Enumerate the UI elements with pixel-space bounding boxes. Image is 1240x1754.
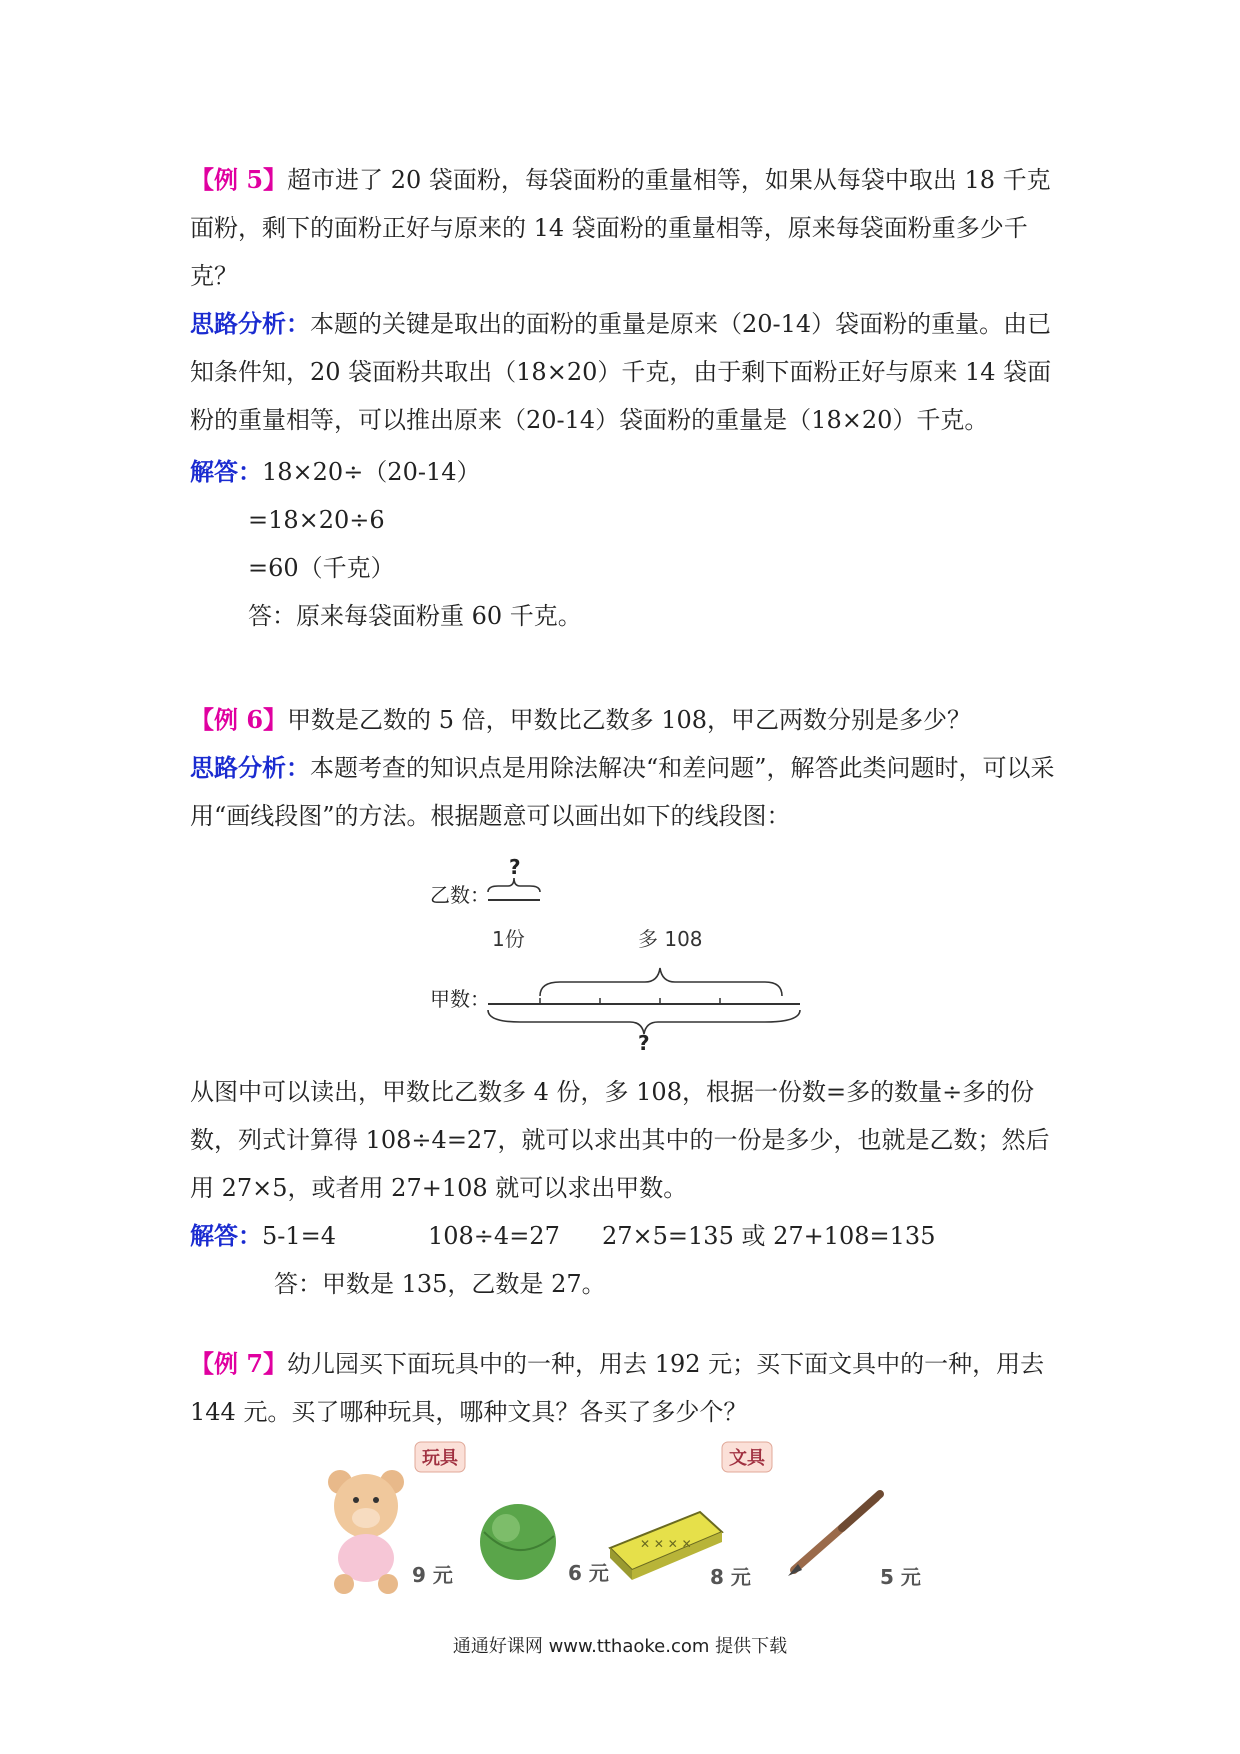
one-part-label: 1份	[492, 927, 525, 951]
ex7-question	[190, 1340, 1060, 1436]
ex5-analysis-label: 思路分析：	[190, 309, 310, 338]
ex5-question	[190, 156, 1060, 300]
ex7-question-text: 幼儿园买下面玩具中的一种，用去 192 元；买下面文具中的一种，用去 144 元。买了哪种玩具，哪种文具？各买了多少个？	[190, 1350, 1045, 1426]
ex5-question-text: 超市进了 20 袋面粉，每袋面粉的重量相等，如果从每袋中取出 18 千克面粉，剩下的面粉正好与原来的 14 袋面粉的重量相等，原来每袋面粉重多少千克？	[190, 166, 1051, 290]
ex6-tag: 【例 6】	[190, 705, 288, 734]
ex6-explanation: 从图中可以读出，甲数比乙数多 4 份，多 108，根据一份数=多的数量÷多的份数，列式计算得 108÷4=27，就可以求出其中的一份是多少，也就是乙数；然后用 27×5，或者用 27+108 就可以求出甲数。	[190, 1078, 1050, 1202]
yi-question-mark: ?	[509, 855, 521, 879]
ex5-step-1: 18×20÷（20-14）	[262, 458, 481, 486]
ex6-calc-1: 5-1=4	[262, 1222, 337, 1250]
stationery-badge-label: 文具	[729, 1448, 765, 1469]
more-108-label: 多 108	[638, 927, 703, 951]
pencil-case-icon	[610, 1512, 722, 1580]
ex6-question-text: 甲数是乙数的 5 倍，甲数比乙数多 108，甲乙两数分别是多少？	[287, 706, 972, 734]
ex6-analysis	[190, 744, 1060, 840]
pen-price: 5 元	[880, 1565, 921, 1589]
ex5-step-3: =60（千克）	[248, 554, 395, 582]
jia-label: 甲数：	[430, 987, 490, 1011]
ex5-answer	[190, 456, 480, 488]
ball-icon	[480, 1504, 556, 1580]
pen-icon	[788, 1494, 880, 1576]
teddy-price: 9 元	[412, 1563, 453, 1587]
ex6-calc-3: 27×5=135 或 27+108=135	[602, 1222, 936, 1250]
jia-question-mark: ?	[638, 1031, 650, 1050]
ex6-question	[190, 696, 1060, 744]
ex5-answer-label: 解答：	[190, 457, 262, 486]
svg-text:✕ ✕ ✕ ✕: ✕ ✕ ✕ ✕	[640, 1537, 692, 1551]
ex5-analysis-text: 本题的关键是取出的面粉的重量是原来（20-14）袋面粉的重量。由已知条件知，20 袋面粉共取出（18×20）千克，由于剩下面粉正好与原来 14 袋面粉的重量相等，可以推出原来（20-14）袋面粉的重量是（18×20）千克。	[190, 310, 1052, 434]
toys-stationery-illustration	[320, 1436, 940, 1596]
ex5-analysis	[190, 300, 1060, 444]
ex6-answer-label: 解答：	[190, 1221, 262, 1250]
yi-brace	[488, 878, 540, 892]
ex5-tag: 【例 5】	[190, 165, 288, 194]
ex6-final-answer: 答：甲数是 135，乙数是 27。	[274, 1270, 606, 1298]
ex6-answer	[190, 1220, 336, 1252]
ex6-analysis-text: 本题考查的知识点是用除法解决“和差问题”，解答此类问题时，可以采用“画线段图”的方法。根据题意可以画出如下的线段图：	[190, 754, 1055, 830]
yi-label: 乙数：	[430, 883, 490, 907]
ex7-tag: 【例 7】	[190, 1349, 288, 1378]
line-segment-diagram	[420, 850, 840, 1050]
jia-top-brace	[540, 968, 782, 996]
footer-credit: 通通好课网 www.tthaoke.com 提供下载	[452, 1636, 788, 1657]
ex6-calc-2: 108÷4=27	[428, 1222, 560, 1250]
ex5-final-answer: 答：原来每袋面粉重 60 千克。	[248, 602, 582, 630]
pencil-case-price: 8 元	[710, 1565, 751, 1589]
teddy-bear-icon	[328, 1470, 404, 1594]
ex5-step-2: =18×20÷6	[248, 506, 385, 534]
ball-price: 6 元	[568, 1561, 609, 1585]
ex6-analysis-label: 思路分析：	[190, 753, 310, 782]
toys-badge-label: 玩具	[422, 1448, 458, 1469]
